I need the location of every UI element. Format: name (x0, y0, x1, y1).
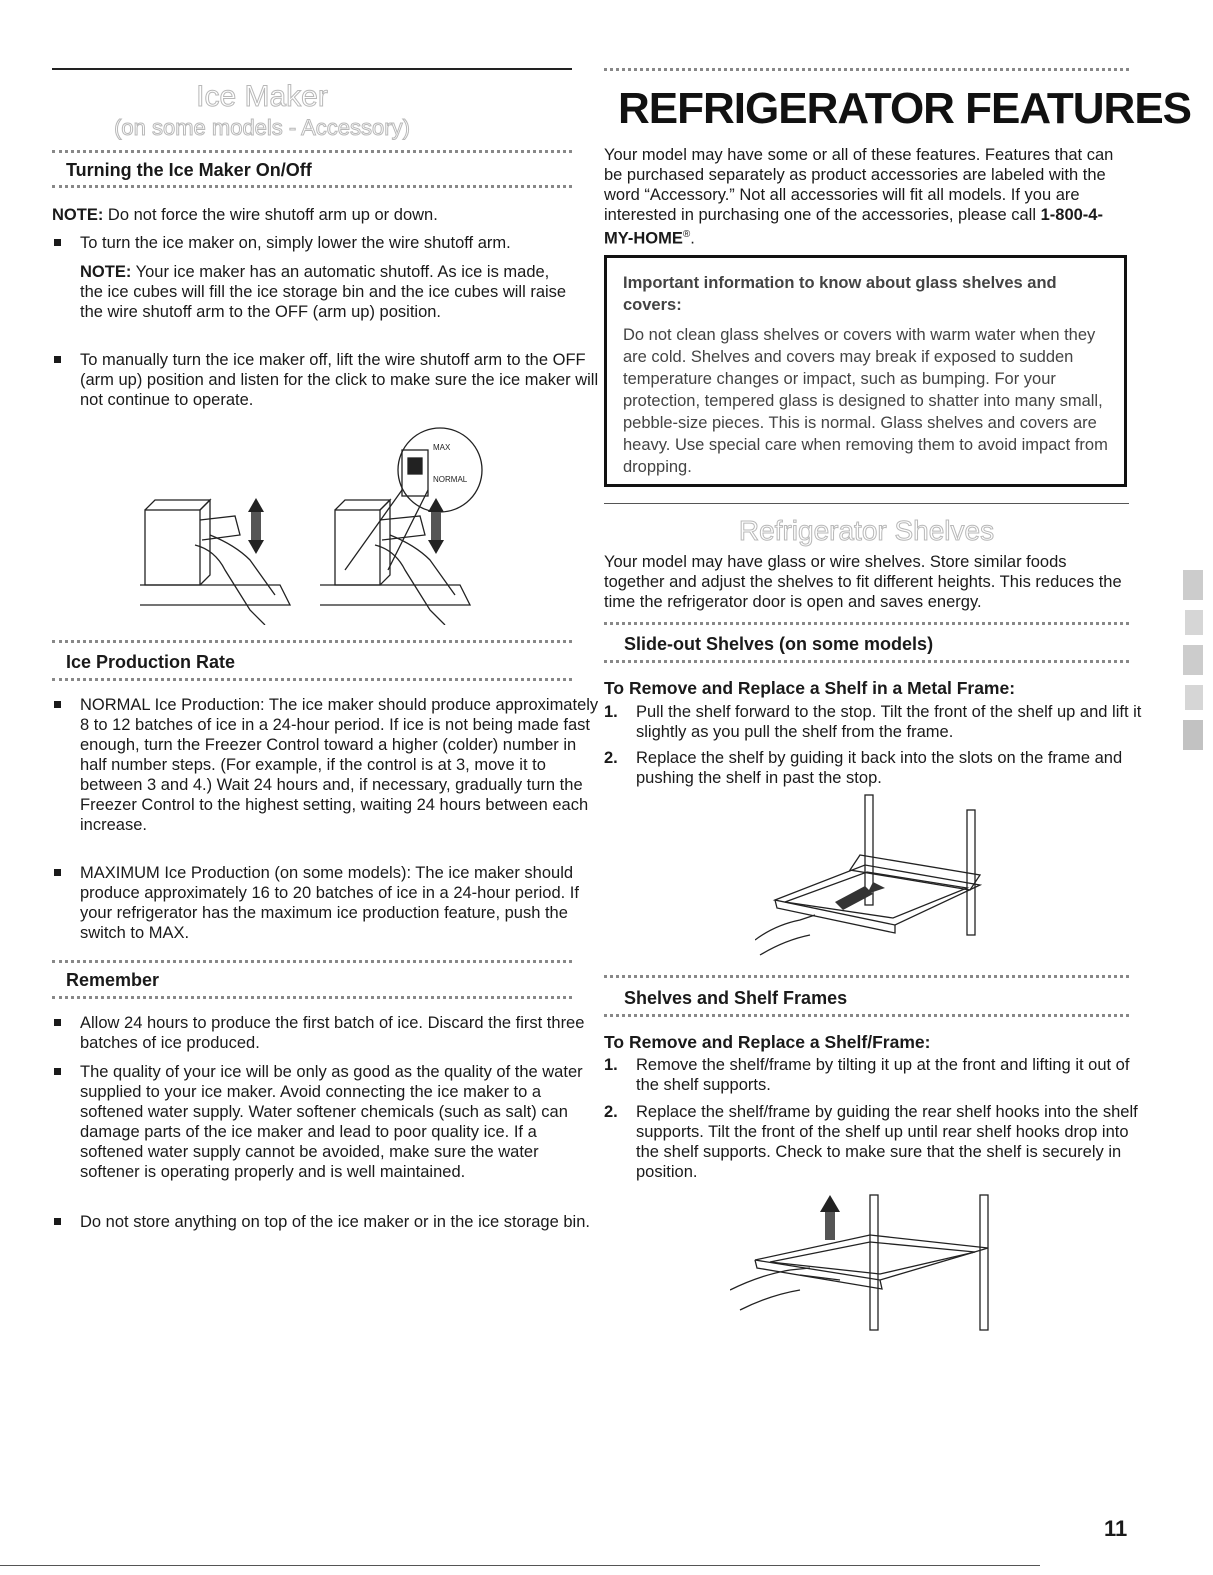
heading-slide-out-shelves: Slide-out Shelves (on some models) (624, 634, 934, 654)
divider (604, 1014, 1129, 1017)
side-tab-marker (1181, 565, 1205, 755)
bullet-maximum-production: MAXIMUM Ice Production (on some models): The ice maker should produce approximately 16 to 20 batches of ice in a 24-hour period. If your refrigerator has the maximum ice production feature, push the switch to MAX. (52, 863, 600, 943)
heading-ice-production-rate: Ice Production Rate (66, 652, 236, 672)
section-title-ice-maker: Ice Maker (196, 80, 328, 113)
bullet-turn-off: To manually turn the ice maker off, lift the wire shutoff arm to the OFF (arm up) position and listen for the click to make sure the ice maker will not continue to operate. (52, 350, 600, 410)
divider (52, 185, 572, 188)
subheading-shelf-frame: To Remove and Replace a Shelf/Frame: (604, 1032, 931, 1052)
page-number: 11 (1104, 1516, 1128, 1541)
note-force-arm: NOTE: Do not force the wire shutoff arm up or down. (52, 206, 438, 224)
top-rule-left (52, 68, 572, 70)
warning-heading: Important information to know about glass shelves and covers: (623, 274, 1057, 314)
heading-shelves-and-frames: Shelves and Shelf Frames (624, 988, 848, 1008)
divider (604, 622, 1129, 625)
heading-onoff: Turning the Ice Maker On/Off (66, 160, 312, 180)
step-1-metal-frame: 1. Pull the shelf forward to the stop. Tilt the front of the shelf up and lift it slightly as you pull the shelf from the frame. (604, 703, 1142, 741)
slide-out-shelf-illustration (755, 790, 995, 965)
heading-remember: Remember (66, 970, 160, 990)
divider (52, 960, 572, 963)
divider (52, 996, 572, 999)
bullet-allow-24-hours: Allow 24 hours to produce the first batch of ice. Discard the first three batches of ice produced. (52, 1013, 600, 1053)
bullet-turn-on: To turn the ice maker on, simply lower the wire shutoff arm. (52, 233, 600, 253)
warning-text: Do not clean glass shelves or covers with warm water when they are cold. Shelves and covers may break if exposed to sudden temperature changes or impact, such as bumping. For your protection, tempered glass is designed to shatter into many small, pebble-size pieces. This is normal. Glass shelves and covers are heavy. Use special care when removing them to avoid impact from dropping. (623, 326, 1108, 476)
divider (604, 68, 1129, 71)
divider (52, 678, 572, 681)
bullet-water-quality: The quality of your ice will be only as good as the quality of the water supplied to your ice maker. Avoid connecting the ice maker to a softened water supply. Water softener chemicals (such as salt) can damage parts of the ice maker and lead to poor quality ice. If a softened water supply cannot be avoided, make sure the water softener is operating properly and is well maintained. (52, 1062, 600, 1182)
bottom-rule (0, 1565, 1040, 1566)
shelves-intro: Your model may have glass or wire shelves. Store similar foods together and adjust the shelves to fit different heights. This reduces the time the refrigerator door is open and saves energy. (604, 553, 1122, 611)
intro-paragraph: Your model may have some or all of these features. Features that can be purchased separately as product accessories are labeled with the word “Accessory.” Not all accessories will fit all models. If you are interested in purchasing one of the accessories, please call 1-800-4-MY-HOME®. (604, 146, 1114, 248)
divider (604, 975, 1129, 978)
label-normal: NORMAL (433, 475, 468, 484)
step-2-metal-frame: 2. Replace the shelf by guiding it back into the slots on the frame and pushing the shelf in past the stop. (604, 749, 1123, 787)
glass-shelves-warning-box (604, 255, 1127, 487)
section-subtitle-accessory: (on some models - Accessory) (114, 115, 410, 140)
note-automatic-shutoff: NOTE: Your ice maker has an automatic shutoff. As ice is made, the ice cubes will fill the ice storage bin and the ice cubes will raise the wire shutoff arm to the OFF (arm up) position. (80, 263, 567, 321)
shelf-frame-illustration (730, 1190, 1000, 1335)
step-1-shelf-frame: 1. Remove the shelf/frame by tilting it up at the front and lifting it out of the shelf supports. (604, 1056, 1130, 1094)
divider (604, 503, 1129, 504)
ice-maker-illustration (140, 420, 490, 625)
section-title-refrigerator-shelves: Refrigerator Shelves (738, 515, 995, 546)
divider (52, 640, 572, 643)
subheading-metal-frame: To Remove and Replace a Shelf in a Metal Frame: (604, 678, 1016, 698)
bullet-do-not-store: Do not store anything on top of the ice maker or in the ice storage bin. (52, 1212, 600, 1232)
label-max: MAX (433, 443, 451, 452)
bullet-normal-production: NORMAL Ice Production: The ice maker should produce approximately 8 to 12 batches of ice in a 24-hour period. If ice is not being made fast enough, turn the Freezer Control toward a higher (colder) number in half number steps. (For example, if the control is at 3, move it to between 3 and 4.) Wait 24 hours and, if necessary, gradually turn the Freezer Control to the highest setting, waiting 24 hours between each increase. (52, 695, 600, 835)
divider (604, 660, 1129, 663)
page-title: REFRIGERATOR FEATURES (618, 84, 1192, 133)
step-2-shelf-frame: 2. Replace the shelf/frame by guiding the rear shelf hooks into the shelf supports. Tilt the front of the shelf up until rear shelf hooks drop into the shelf supports. Check to make sure that the shelf is securely in position. (604, 1103, 1138, 1181)
divider (52, 150, 572, 153)
